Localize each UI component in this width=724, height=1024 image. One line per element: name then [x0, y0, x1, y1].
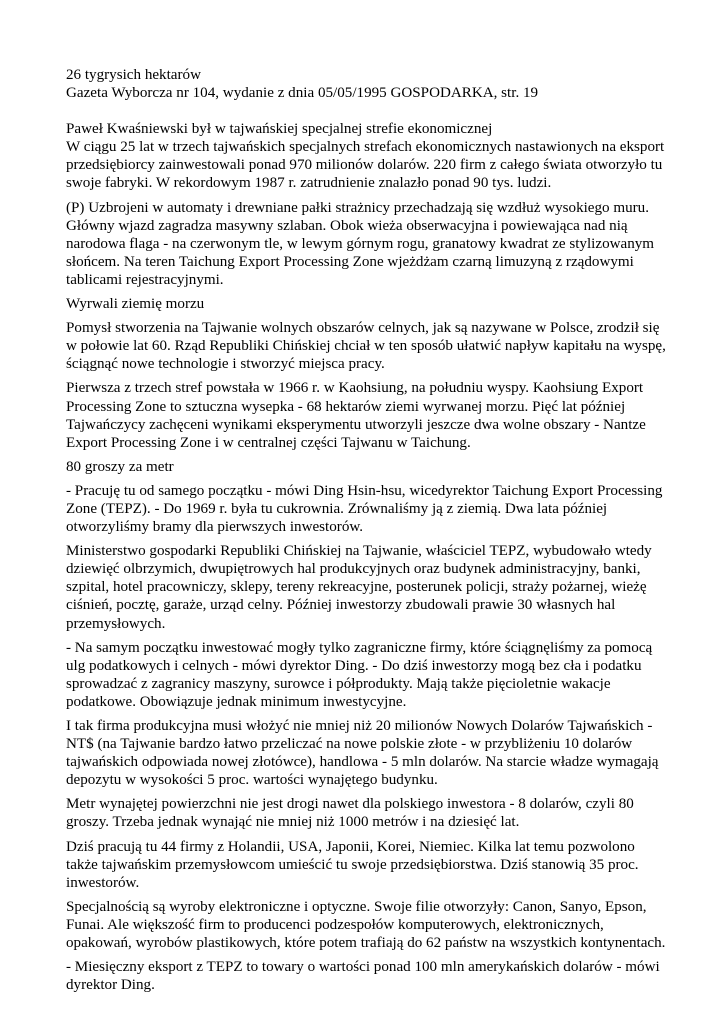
paragraph: Pomysł stworzenia na Tajwanie wolnych obszarów celnych, jak są nazywane w Polsce, zrodził się w połowie lat 60. Rząd Republiki Chińskiej chciał w ten sposób ułatwić napływ kapitału na wyspę, ściągnąć nowe technologie i stworzyć miejsca pracy. [66, 320, 666, 373]
paragraph: Dziś pracują tu 44 firmy z Holandii, USA, Japonii, Korei, Niemiec. Kilka lat temu pozwolono także tajwańskim przemysłowcom umieścić tu swoje przedsiębiorstwa. Dziś stanowią 35 proc. inwestorów. [66, 838, 639, 891]
paragraph: - Na samym początku inwestować mogły tylko zagraniczne firmy, które ściągnęliśmy za pomocą ulg podatkowych i celnych - mówi dyrektor Ding. - Do dziś inwestorzy mogą bez cła i podatku sprowadzać z zagranicy maszyny, surowce i półprodukty. Mają także pięcioletnie wakacje podatkowe. Obowiązuje jednak minimum inwestycyjne. [66, 639, 653, 710]
author-line: Paweł Kwaśniewski był w tajwańskiej specjalnej strefie ekonomicznej [66, 121, 493, 138]
paragraph: - Miesięczny eksport z TEPZ to towary o wartości ponad 100 mln amerykańskich dolarów - mówi dyrektor Ding. [66, 959, 660, 994]
article-source: Gazeta Wyborcza nr 104, wydanie z dnia 05/05/1995 GOSPODARKA, str. 19 [66, 85, 539, 102]
lead-paragraph: W ciągu 25 lat w trzech tajwańskich specjalnych strefach ekonomicznych nastawionych na eksport przedsiębiorcy zainwestowali ponad 970 milionów dolarów. 220 firm z całego świata otworzyło tu swoje fabryki. W rekordowym 1987 r. zatrudnienie znalazło ponad 90 tys. ludzi. [66, 139, 665, 192]
subheading-80-groszy: 80 groszy za metr [66, 458, 174, 475]
paragraph: Ministerstwo gospodarki Republiki Chińskiej na Tajwanie, właściciel TEPZ, wybudowało wtedy dziewięć olbrzymich, dwupiętrowych hal produkcyjnych oraz budynek administracyjny, banki, szpital, hotel pracowniczy, sklepy, tereny rekreacyjne, posterunek policji, straży pożarnej, wieżę ciśnień, pocztę, garaże, urząd celny. Później inwestorzy zbudowali prawie 30 własnych hal przemysłowych. [66, 543, 652, 632]
paragraph: Specjalnością są wyroby elektroniczne i optyczne. Swoje filie otworzyły: Canon, Sanyo, Epson, Funai. Ale większość firm to producenci podzespołów komputerowych, elektronicznych, opakowań, wyrobów plastikowych, które potem trafiają do 62 państw na wszystkich kontynentach. [66, 898, 666, 952]
article-title: 26 tygrysich hektarów [66, 67, 201, 83]
paragraph: - Pracuję tu od samego początku - mówi Ding Hsin-hsu, wicedyrektor Taichung Export Processing Zone (TEPZ). - Do 1969 r. była tu cukrownia. Zrównaliśmy ją z ziemią. Dwa lata później otworzyliśmy bramy dla pierwszych inwestorów. [66, 482, 663, 536]
paragraph: Pierwsza z trzech stref powstała w 1966 r. w Kaohsiung, na południu wyspy. Kaohsiung Export Processing Zone to sztuczna wysepka - 68 hektarów ziemi wyrwanej morzu. Pięć lat później Tajwańczycy zachęceni wynikami eksperymentu utworzyli jeszcze dwa wolne obszary - Nantze Export Processing Zone i w centralnej części Tajwanu w Taichung. [66, 380, 646, 451]
document-page [66, 66, 666, 994]
paragraph: I tak firma produkcyjna musi włożyć nie mniej niż 20 milionów Nowych Dolarów Tajwańskich - NT$ (na Tajwanie bardzo łatwo przeliczać na nowe polskie złote - w przybliżeniu 10 dolarów tajwańskich odpowiada nowej złotówce), handlowa - 5 mln dolarów. Na starcie władze wymagają depozytu w wysokości 5 proc. wartości wynajętego budynku. [66, 718, 659, 789]
subheading-wyrwali: Wyrwali ziemię morzu [66, 296, 205, 313]
paragraph: Metr wynajętej powierzchni nie jest drogi nawet dla polskiego inwestora - 8 dolarów, czyli 80 groszy. Trzeba jednak wynająć nie mniej niż 1000 metrów i na dziesięć lat. [66, 796, 634, 831]
paragraph-intro: (P) Uzbrojeni w automaty i drewniane pałki strażnicy przechadzają się wzdłuż wysokiego muru. Główny wjazd zagradza masywny szlaban. Obok wieża obserwacyjna i powiewająca nad nią narodowa flaga - na czerwonym tle, w lewym górnym rogu, granatowy kwadrat ze stylizowanym słońcem. Na teren Taichung Export Processing Zone wjeżdżam czarną limuzyną z rządowymi tablicami rejestracyjnymi. [66, 199, 655, 288]
